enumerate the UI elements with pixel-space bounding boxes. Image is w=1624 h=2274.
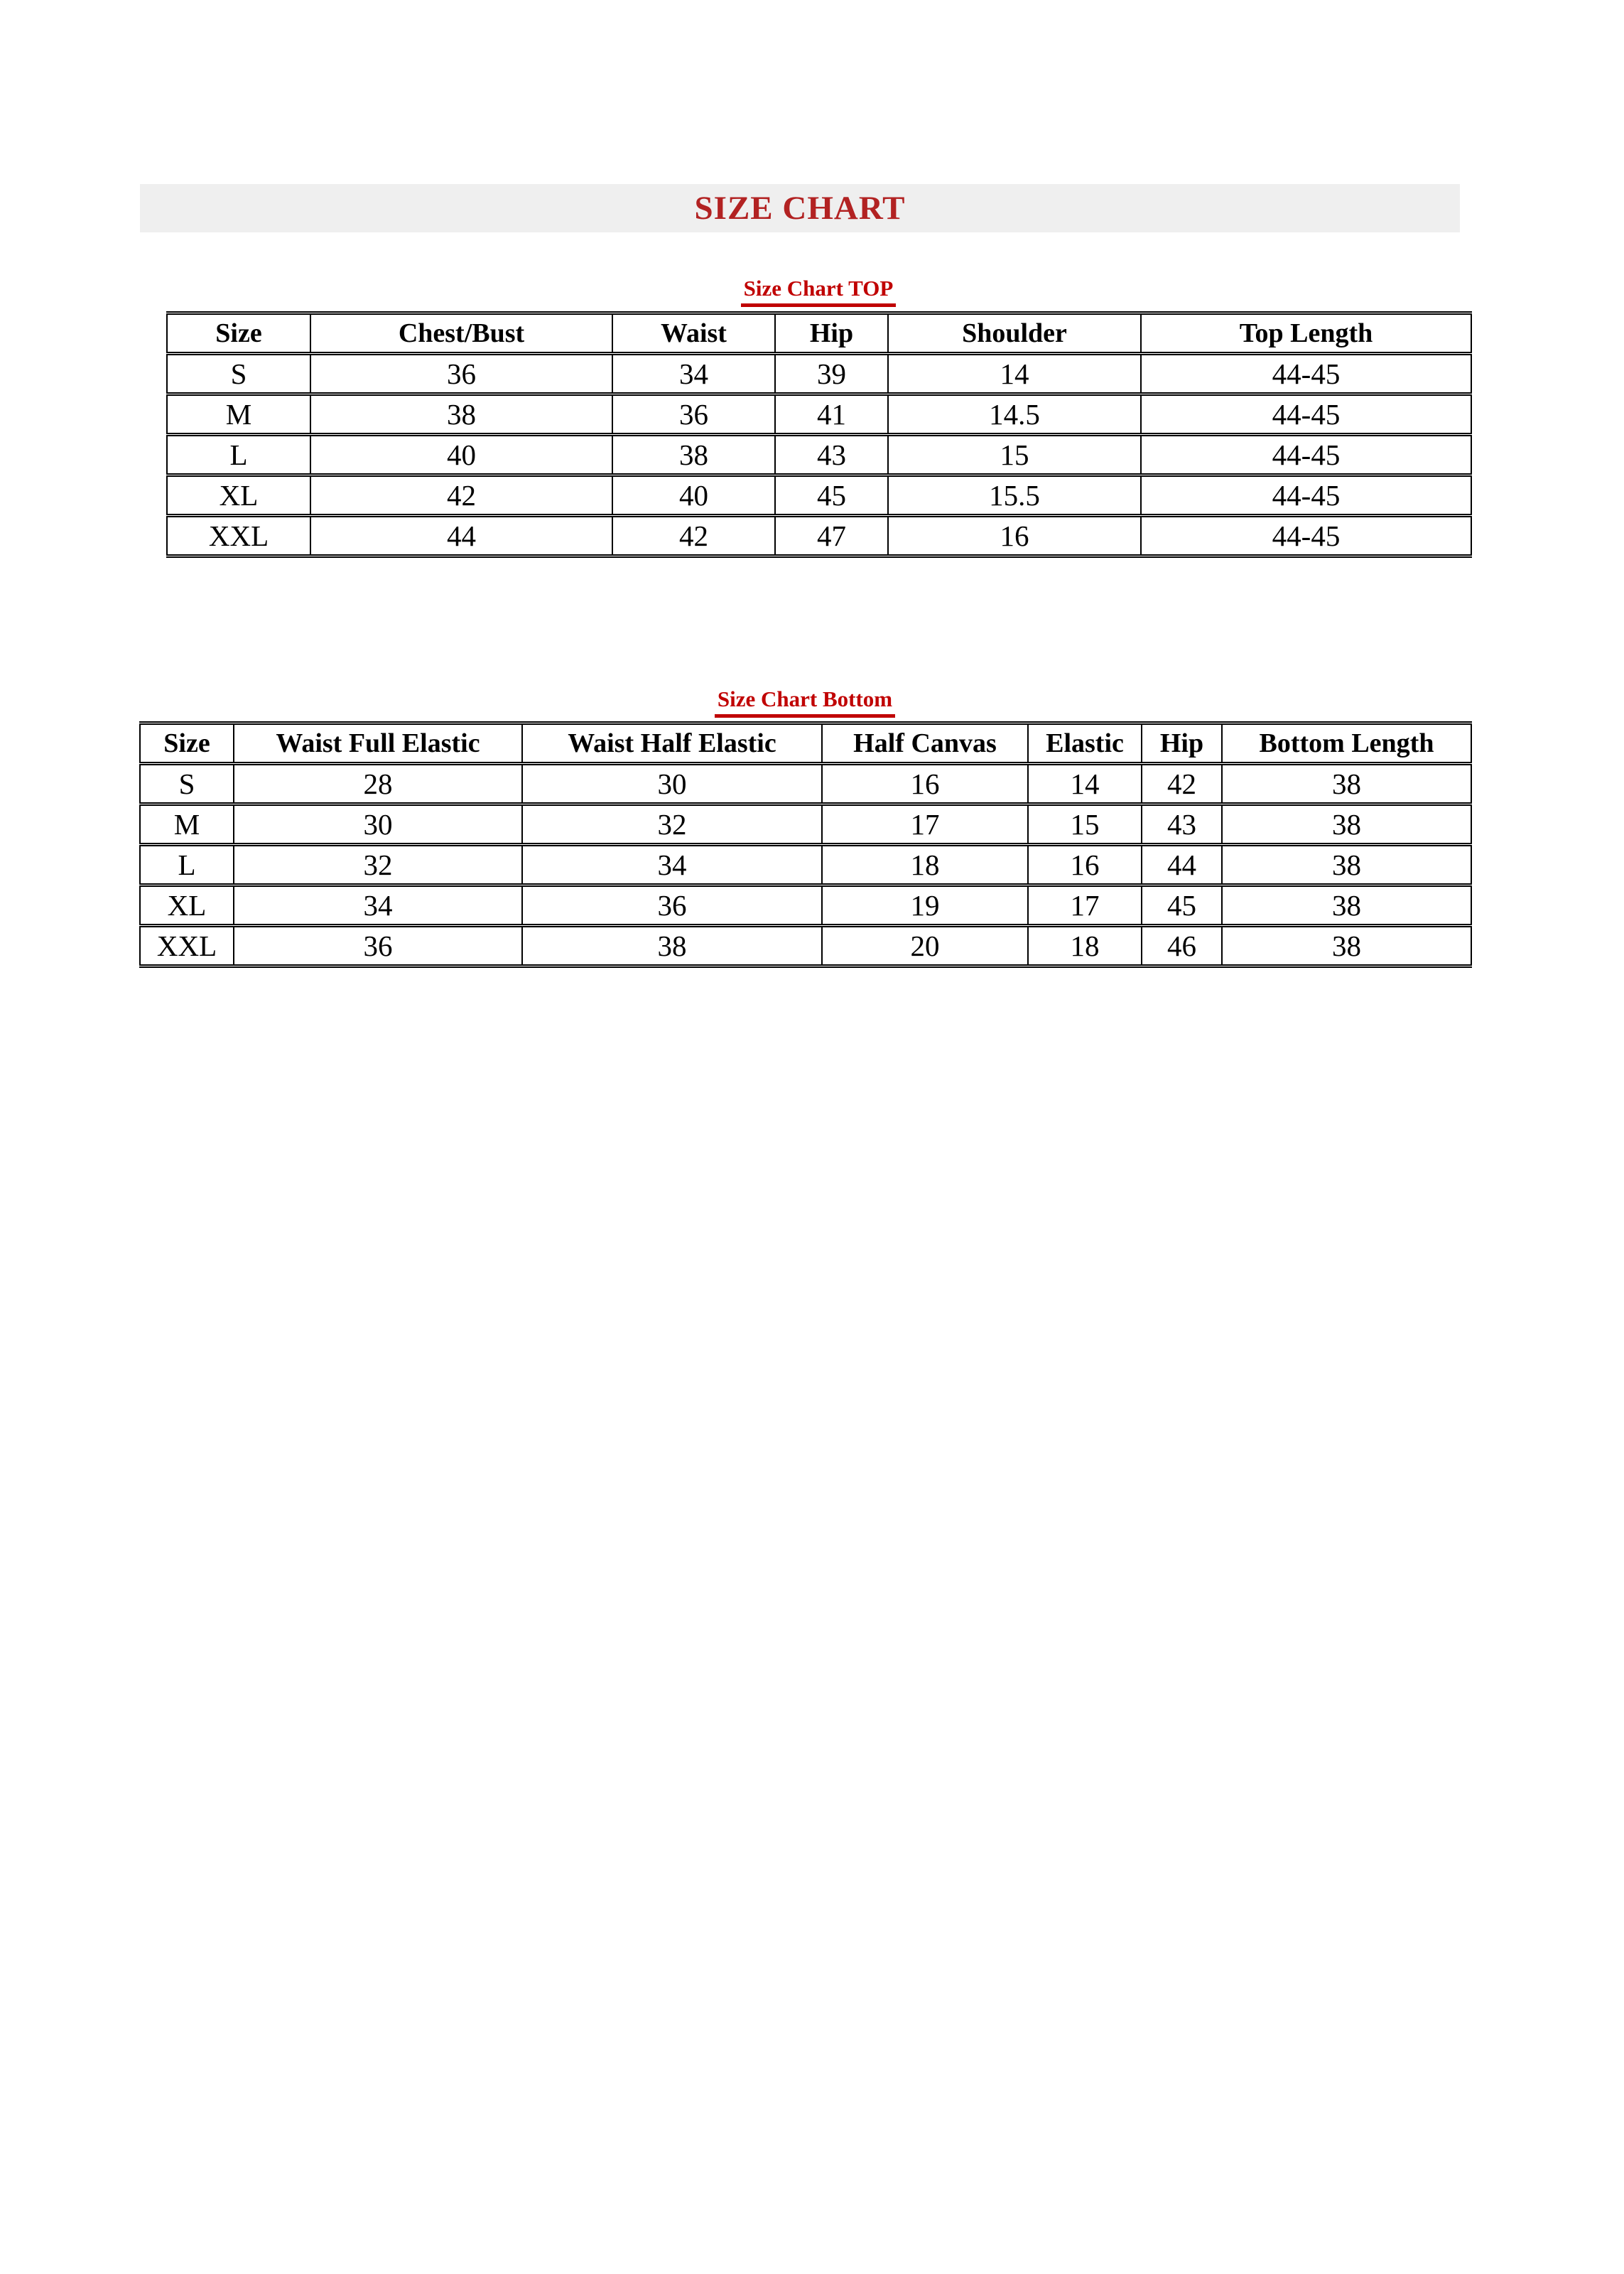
measurement-cell: 42 bbox=[1142, 764, 1222, 804]
column-header: Waist Half Elastic bbox=[522, 723, 822, 764]
measurement-cell: 16 bbox=[888, 516, 1141, 556]
measurement-cell: 14 bbox=[888, 354, 1141, 394]
size-label-cell: S bbox=[167, 354, 310, 394]
measurement-cell: 38 bbox=[522, 926, 822, 966]
measurement-cell: 42 bbox=[310, 475, 612, 516]
measurement-cell: 36 bbox=[310, 354, 612, 394]
measurement-cell: 46 bbox=[1142, 926, 1222, 966]
measurement-cell: 17 bbox=[1028, 885, 1142, 926]
measurement-cell: 36 bbox=[612, 394, 775, 435]
measurement-cell: 41 bbox=[775, 394, 888, 435]
measurement-cell: 45 bbox=[775, 475, 888, 516]
column-header: Shoulder bbox=[888, 313, 1141, 354]
measurement-cell: 34 bbox=[522, 845, 822, 885]
measurement-cell: 15 bbox=[888, 435, 1141, 475]
measurement-cell: 28 bbox=[234, 764, 522, 804]
size-label-cell: XXL bbox=[140, 926, 234, 966]
column-header: Waist Full Elastic bbox=[234, 723, 522, 764]
size-chart-top-table bbox=[166, 311, 1472, 558]
table-row bbox=[140, 885, 1471, 926]
section-heading-top: Size Chart TOP bbox=[741, 276, 897, 307]
measurement-cell: 30 bbox=[522, 764, 822, 804]
measurement-cell: 17 bbox=[822, 804, 1028, 845]
measurement-cell: 19 bbox=[822, 885, 1028, 926]
measurement-cell: 30 bbox=[234, 804, 522, 845]
measurement-cell: 34 bbox=[234, 885, 522, 926]
size-label-cell: M bbox=[167, 394, 310, 435]
measurement-cell: 44-45 bbox=[1141, 394, 1471, 435]
column-header: Size bbox=[167, 313, 310, 354]
measurement-cell: 40 bbox=[310, 435, 612, 475]
measurement-cell: 16 bbox=[822, 764, 1028, 804]
header-row bbox=[140, 723, 1471, 764]
table-row bbox=[167, 516, 1471, 556]
column-header: Top Length bbox=[1141, 313, 1471, 354]
column-header: Hip bbox=[775, 313, 888, 354]
measurement-cell: 44-45 bbox=[1141, 516, 1471, 556]
column-header: Half Canvas bbox=[822, 723, 1028, 764]
size-label-cell: XL bbox=[167, 475, 310, 516]
measurement-cell: 20 bbox=[822, 926, 1028, 966]
measurement-cell: 16 bbox=[1028, 845, 1142, 885]
size-chart-bottom-table bbox=[139, 721, 1472, 968]
measurement-cell: 42 bbox=[612, 516, 775, 556]
measurement-cell: 36 bbox=[234, 926, 522, 966]
measurement-cell: 44-45 bbox=[1141, 475, 1471, 516]
page-title: SIZE CHART bbox=[694, 189, 906, 227]
table-row bbox=[140, 804, 1471, 845]
column-header: Hip bbox=[1142, 723, 1222, 764]
section-heading-bottom: Size Chart Bottom bbox=[715, 686, 895, 718]
column-header: Size bbox=[140, 723, 234, 764]
measurement-cell: 18 bbox=[822, 845, 1028, 885]
measurement-cell: 18 bbox=[1028, 926, 1142, 966]
size-label-cell: S bbox=[140, 764, 234, 804]
column-header: Chest/Bust bbox=[310, 313, 612, 354]
measurement-cell: 15.5 bbox=[888, 475, 1141, 516]
measurement-cell: 39 bbox=[775, 354, 888, 394]
measurement-cell: 44 bbox=[1142, 845, 1222, 885]
table-row bbox=[140, 845, 1471, 885]
measurement-cell: 38 bbox=[612, 435, 775, 475]
table-row bbox=[167, 475, 1471, 516]
measurement-cell: 14 bbox=[1028, 764, 1142, 804]
section-bottom bbox=[139, 686, 1471, 718]
measurement-cell: 34 bbox=[612, 354, 775, 394]
table-row bbox=[167, 435, 1471, 475]
size-label-cell: XXL bbox=[167, 516, 310, 556]
measurement-cell: 38 bbox=[1222, 804, 1471, 845]
measurement-cell: 44-45 bbox=[1141, 435, 1471, 475]
measurement-cell: 38 bbox=[1222, 885, 1471, 926]
title-banner bbox=[140, 184, 1460, 232]
table-row bbox=[167, 354, 1471, 394]
size-label-cell: XL bbox=[140, 885, 234, 926]
table-row bbox=[140, 926, 1471, 966]
size-label-cell: L bbox=[140, 845, 234, 885]
size-label-cell: M bbox=[140, 804, 234, 845]
table-row bbox=[140, 764, 1471, 804]
measurement-cell: 40 bbox=[612, 475, 775, 516]
measurement-cell: 32 bbox=[234, 845, 522, 885]
measurement-cell: 14.5 bbox=[888, 394, 1141, 435]
header-row bbox=[167, 313, 1471, 354]
column-header: Waist bbox=[612, 313, 775, 354]
measurement-cell: 38 bbox=[1222, 764, 1471, 804]
measurement-cell: 38 bbox=[310, 394, 612, 435]
measurement-cell: 44-45 bbox=[1141, 354, 1471, 394]
column-header: Bottom Length bbox=[1222, 723, 1471, 764]
column-header: Elastic bbox=[1028, 723, 1142, 764]
measurement-cell: 45 bbox=[1142, 885, 1222, 926]
measurement-cell: 38 bbox=[1222, 926, 1471, 966]
size-label-cell: L bbox=[167, 435, 310, 475]
measurement-cell: 47 bbox=[775, 516, 888, 556]
measurement-cell: 15 bbox=[1028, 804, 1142, 845]
table-row bbox=[167, 394, 1471, 435]
measurement-cell: 43 bbox=[775, 435, 888, 475]
measurement-cell: 38 bbox=[1222, 845, 1471, 885]
measurement-cell: 32 bbox=[522, 804, 822, 845]
measurement-cell: 43 bbox=[1142, 804, 1222, 845]
measurement-cell: 36 bbox=[522, 885, 822, 926]
section-top bbox=[166, 276, 1471, 307]
measurement-cell: 44 bbox=[310, 516, 612, 556]
